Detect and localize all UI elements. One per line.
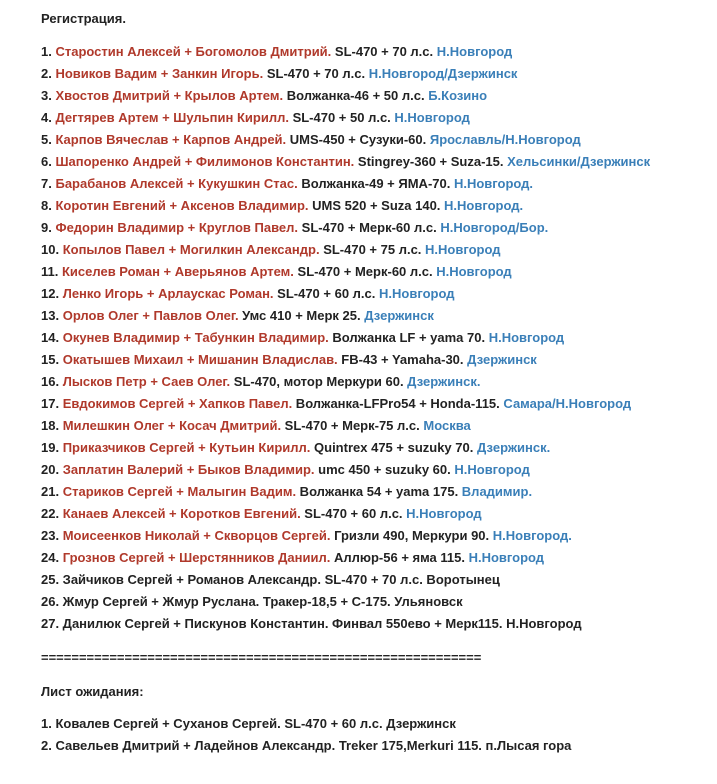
- registration-row: [41, 415, 717, 437]
- waitlist-heading: Лист ожидания:: [41, 684, 144, 699]
- separator-line: ==========================================================: [41, 650, 482, 665]
- crew-names: Шапоренко Андрей + Филимонов Константин.: [55, 154, 355, 169]
- city-name: Дзержинск.: [476, 440, 551, 455]
- entry-number: 10.: [41, 242, 60, 257]
- registration-row: [41, 305, 717, 327]
- waitlist-row: 2. Савельев Дмитрий + Ладейнов Александр. Treker 175,Merkuri 115. п.Лысая гора: [41, 738, 572, 753]
- crew-names: Барабанов Алексей + Кукушкин Стас.: [55, 176, 298, 191]
- registration-heading: Регистрация.: [41, 11, 126, 26]
- entry-number: 16.: [41, 374, 60, 389]
- waitlist: [41, 713, 717, 757]
- boat-motor: Гризли 490, Меркури 90.: [330, 528, 493, 543]
- city-name: Хельсинки/Дзержинск: [507, 154, 651, 169]
- entry-number: 6.: [41, 154, 52, 169]
- entry-number: 9.: [41, 220, 52, 235]
- boat-motor: UMS-450 + Сузуки-60.: [286, 132, 430, 147]
- crew-names: Евдокимов Сергей + Хапков Павел.: [62, 396, 293, 411]
- crew-names: Карпов Вячеслав + Карпов Андрей.: [55, 132, 287, 147]
- entry-number: 4.: [41, 110, 52, 125]
- boat-motor: Аллюр-56 + яма 115.: [330, 550, 469, 565]
- boat-motor: SL-470 + 70 л.с.: [263, 66, 369, 81]
- city-name: Н.Новгород: [436, 44, 513, 59]
- city-name: Н.Новгород: [425, 242, 501, 257]
- entry-number: 2.: [41, 66, 52, 81]
- boat-motor: Волжанка-46 + 50 л.с.: [283, 88, 429, 103]
- city-name: Самара/Н.Новгород: [503, 396, 632, 411]
- entry-number: 22.: [41, 506, 60, 521]
- entry-number: 14.: [41, 330, 60, 345]
- entry-number: 13.: [41, 308, 60, 323]
- registration-row: [41, 173, 717, 195]
- entry-number: 24.: [41, 550, 60, 565]
- city-name: Н.Новгород.: [444, 198, 524, 213]
- boat-motor: Волжанка LF + yama 70.: [328, 330, 489, 345]
- boat-motor: SL-470 + 50 л.с.: [288, 110, 395, 125]
- registration-row: [41, 525, 717, 547]
- city-name: Н.Новгород: [454, 462, 530, 477]
- registration-row: [41, 393, 717, 415]
- crew-names: Милешкин Олег + Косач Дмитрий.: [62, 418, 282, 433]
- crew-names: Дегтярев Артем + Шульпин Кирилл.: [55, 110, 289, 125]
- city-name: Н.Новгород: [394, 110, 470, 125]
- city-name: Дзержинск: [364, 308, 434, 323]
- boat-motor: umc 450 + suzuky 60.: [314, 462, 455, 477]
- boat-motor: SL-470 + 75 л.с.: [319, 242, 426, 257]
- registration-row: [41, 107, 717, 129]
- entry-number: 19.: [41, 440, 60, 455]
- entry-number: 3.: [41, 88, 52, 103]
- boat-motor: SL-470 + 60 л.с.: [273, 286, 380, 301]
- city-name: Н.Новгород: [379, 286, 455, 301]
- city-name: Н.Новгород/Бор.: [440, 220, 549, 235]
- registration-list: [41, 41, 717, 635]
- registration-row: [41, 63, 717, 85]
- entry-number: 21.: [41, 484, 60, 499]
- city-name: Б.Козино: [428, 88, 488, 103]
- registration-row: [41, 195, 717, 217]
- registration-row: [41, 129, 717, 151]
- crew-names: Заплатин Валерий + Быков Владимир.: [62, 462, 315, 477]
- entry-number: 1.: [41, 44, 52, 59]
- crew-names: Лысков Петр + Саев Олег.: [62, 374, 231, 389]
- crew-names: Окатышев Михаил + Мишанин Владислав.: [62, 352, 338, 367]
- registration-row: [41, 151, 717, 173]
- city-name: Москва: [423, 418, 471, 433]
- crew-names: Федорин Владимир + Круглов Павел.: [55, 220, 299, 235]
- boat-motor: Волжанка-49 + ЯМА-70.: [297, 176, 454, 191]
- crew-names: Старостин Алексей + Богомолов Дмитрий.: [55, 44, 332, 59]
- city-name: Н.Новгород: [436, 264, 512, 279]
- registration-row: [41, 437, 717, 459]
- city-name: Ярославль/Н.Новгород: [429, 132, 581, 147]
- crew-names: Новиков Вадим + Занкин Игорь.: [55, 66, 264, 81]
- city-name: Дзержинск: [467, 352, 537, 367]
- crew-names: Стариков Сергей + Малыгин Вадим.: [62, 484, 297, 499]
- entry-number: 18.: [41, 418, 60, 433]
- entry-number: 7.: [41, 176, 52, 191]
- boat-motor: SL-470, мотор Меркури 60.: [230, 374, 408, 389]
- entry-number: 20.: [41, 462, 60, 477]
- registration-row: 27. Данилюк Сергей + Пискунов Константин. Финвал 550ево + Мерк115. Н.Новгород: [41, 616, 582, 631]
- registration-row: [41, 239, 717, 261]
- city-name: Н.Новгород: [406, 506, 482, 521]
- registration-row: [41, 371, 717, 393]
- boat-motor: UMS 520 + Suza 140.: [308, 198, 445, 213]
- registration-row: [41, 85, 717, 107]
- crew-names: Ленко Игорь + Арлаускас Роман.: [62, 286, 274, 301]
- crew-names: Копылов Павел + Могилкин Александр.: [62, 242, 320, 257]
- entry-number: 15.: [41, 352, 60, 367]
- boat-motor: Умс 410 + Мерк 25.: [238, 308, 365, 323]
- registration-row: [41, 41, 717, 63]
- registration-row: 25. Зайчиков Сергей + Романов Александр. SL-470 + 70 л.с. Воротынец: [41, 572, 500, 587]
- crew-names: Хвостов Дмитрий + Крылов Артем.: [55, 88, 284, 103]
- boat-motor: SL-470 + 60 л.с.: [300, 506, 407, 521]
- crew-names: Грознов Сергей + Шерстянников Даниил.: [62, 550, 331, 565]
- registration-row: [41, 261, 717, 283]
- boat-motor: SL-470 + Мерк-60 л.с.: [293, 264, 437, 279]
- crew-names: Киселев Роман + Аверьянов Артем.: [61, 264, 294, 279]
- registration-row: [41, 217, 717, 239]
- crew-names: Окунев Владимир + Табункин Владимир.: [62, 330, 329, 345]
- city-name: Н.Новгород: [488, 330, 565, 345]
- crew-names: Приказчиков Сергей + Кутьин Кирилл.: [62, 440, 311, 455]
- crew-names: Орлов Олег + Павлов Олег.: [62, 308, 239, 323]
- boat-motor: SL-470 + 70 л.с.: [331, 44, 437, 59]
- registration-row: [41, 503, 717, 525]
- waitlist-row: 1. Ковалев Сергей + Суханов Сергей. SL-470 + 60 л.с. Дзержинск: [41, 716, 456, 731]
- crew-names: Коротин Евгений + Аксенов Владимир.: [55, 198, 309, 213]
- crew-names: Канаев Алексей + Коротков Евгений.: [62, 506, 301, 521]
- registration-row: [41, 283, 717, 305]
- city-name: Н.Новгород/Дзержинск: [368, 66, 518, 81]
- entry-number: 8.: [41, 198, 52, 213]
- city-name: Н.Новгород.: [492, 528, 572, 543]
- entry-number: 23.: [41, 528, 60, 543]
- boat-motor: SL-470 + Мерк-75 л.с.: [281, 418, 424, 433]
- city-name: Н.Новгород: [468, 550, 545, 565]
- city-name: Дзержинск.: [407, 374, 481, 389]
- boat-motor: Quintrex 475 + suzuky 70.: [310, 440, 477, 455]
- entry-number: 11.: [41, 264, 59, 279]
- registration-row: [41, 327, 717, 349]
- registration-row: [41, 349, 717, 371]
- entry-number: 5.: [41, 132, 52, 147]
- registration-row: 26. Жмур Сергей + Жмур Руслана. Тракер-18,5 + С-175. Ульяновск: [41, 594, 463, 609]
- boat-motor: FB-43 + Yamaha-30.: [337, 352, 468, 367]
- registration-row: [41, 459, 717, 481]
- entry-number: 17.: [41, 396, 60, 411]
- registration-row: [41, 547, 717, 569]
- city-name: Н.Новгород.: [453, 176, 534, 191]
- boat-motor: Stingrey-360 + Suza-15.: [354, 154, 508, 169]
- boat-motor: Волжанка 54 + yama 175.: [296, 484, 462, 499]
- city-name: Владимир.: [461, 484, 533, 499]
- boat-motor: Волжанка-LFPro54 + Honda-115.: [292, 396, 504, 411]
- boat-motor: SL-470 + Мерк-60 л.с.: [298, 220, 441, 235]
- entry-number: 12.: [41, 286, 60, 301]
- registration-row: [41, 481, 717, 503]
- crew-names: Моисеенков Николай + Скворцов Сергей.: [62, 528, 331, 543]
